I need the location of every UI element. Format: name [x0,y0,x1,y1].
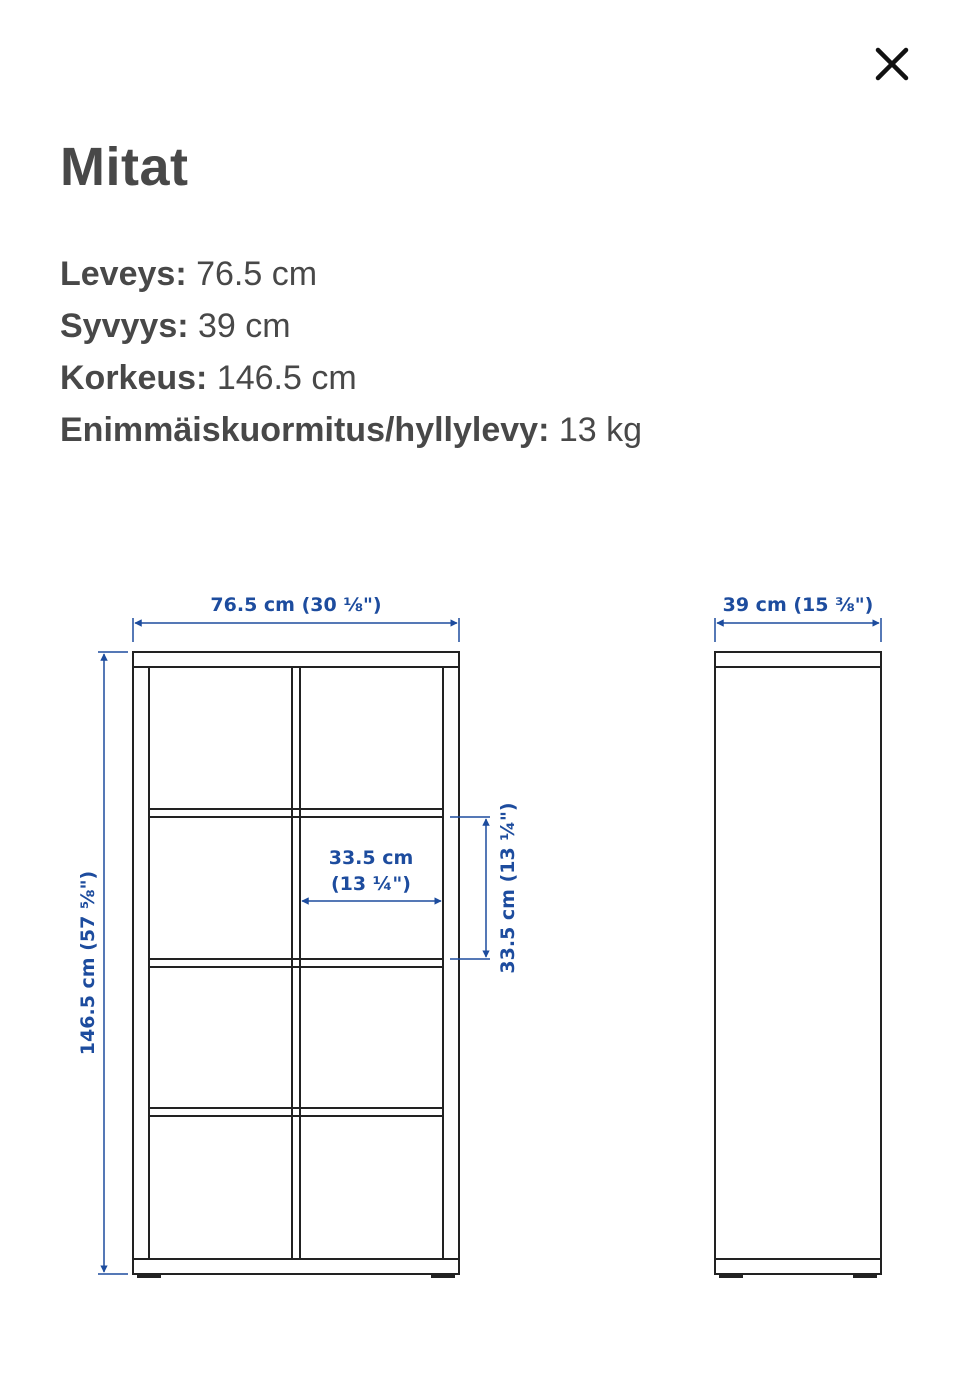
close-button[interactable] [864,36,920,92]
dimension-drawing [0,560,960,1300]
dimension-label: Korkeus: [60,359,208,397]
dimension-width [60,248,642,300]
side-foot-right [854,1274,876,1277]
dimension-value: 146.5 cm [216,359,357,397]
dimension-label: Syvyys: [60,307,189,345]
dimension-height [60,352,642,404]
side-bottom-panel [715,1259,881,1274]
front-height-dimension [77,652,128,1274]
front-view-shelf [133,652,459,1277]
shelf-board-1 [149,809,443,817]
compartment-height-label: 33.5 cm (13 ¼") [497,802,519,974]
dimension-label: Leveys: [60,255,187,293]
dimension-value: 76.5 cm [196,255,318,293]
page-title: Mitat [60,137,189,197]
shelf-bottom-panel [133,1259,459,1274]
dimension-value: 13 kg [558,411,643,449]
dimension-depth [60,300,642,352]
shelf-board-3 [149,1108,443,1116]
shelf-foot-right [432,1274,454,1277]
front-width-label: 76.5 cm (30 ⅛") [210,594,382,616]
side-body [715,667,881,1259]
compartment-width-label-line2: (13 ¼") [331,873,411,895]
shelf-right-side [443,667,459,1259]
shelf-left-side [133,667,149,1259]
dimension-max-load [60,404,642,456]
shelf-middle-divider [292,667,300,1259]
shelf-board-2 [149,959,443,967]
side-view-shelf [715,652,881,1277]
shelf-top-panel [133,652,459,667]
side-depth-label: 39 cm (15 ⅜") [722,594,874,616]
dimension-value: 39 cm [198,307,291,345]
compartment-width-label-line1: 33.5 cm [328,847,414,869]
front-width-dimension [133,594,459,642]
side-depth-dimension [715,594,881,642]
side-foot-left [720,1274,742,1277]
dimension-label: Enimmäiskuormitus/hyllylevy: [60,411,550,449]
shelf-foot-left [138,1274,160,1277]
compartment-height-dimension [450,802,519,973]
side-top-panel [715,652,881,667]
close-icon [875,47,909,81]
front-height-label: 146.5 cm (57 ⅝") [77,870,99,1056]
compartment-width-dimension [302,847,441,901]
dimension-list [60,248,642,456]
